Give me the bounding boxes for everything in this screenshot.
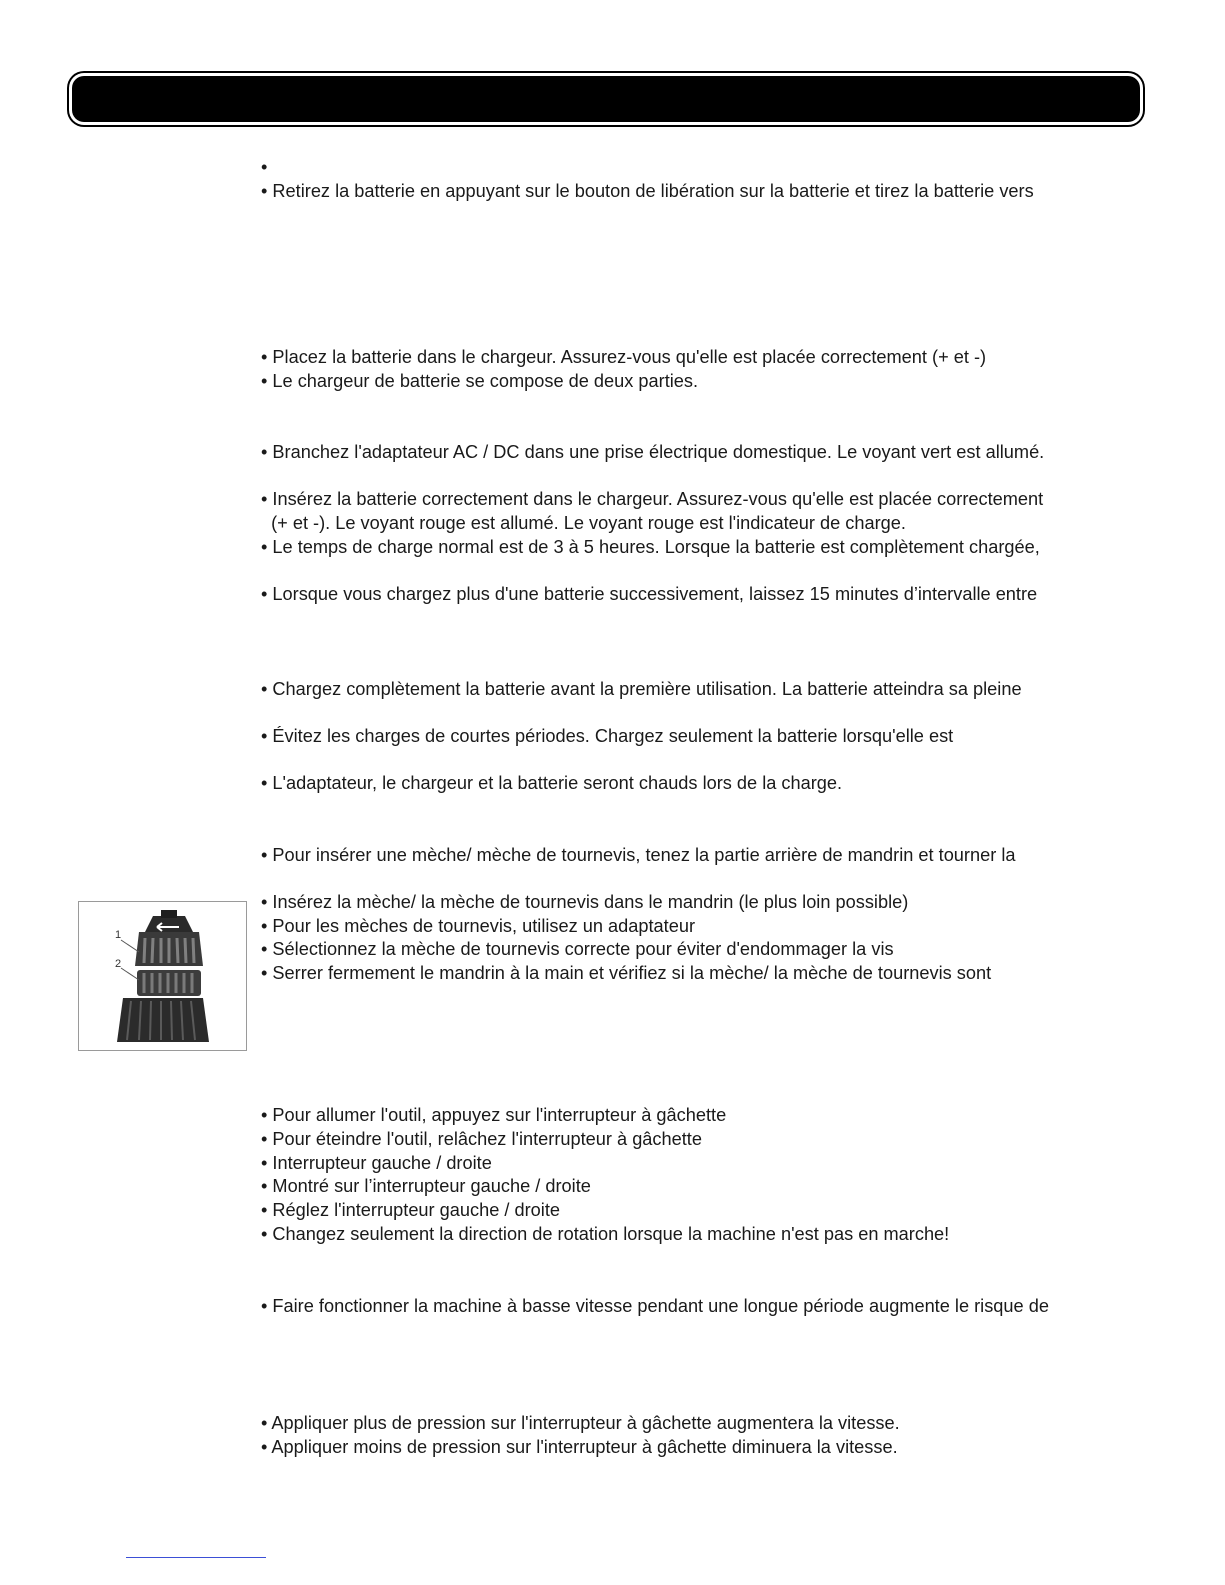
bullet-line: • Faire fonctionner la machine à basse vitesse pendant une longue période augmente le risque de <box>261 1296 1049 1316</box>
bullet-line: • Retirez la batterie en appuyant sur le bouton de libération sur la batterie et tirez la batterie vers <box>261 181 1034 201</box>
bullet-line: • Montré sur l’interrupteur gauche / droite <box>261 1176 591 1196</box>
bullet-line: • Pour éteindre l'outil, relâchez l'interrupteur à gâchette <box>261 1129 702 1149</box>
bullet-line: • Chargez complètement la batterie avant la première utilisation. La batterie atteindra sa pleine <box>261 679 1022 699</box>
bullet-line: (+ et -). Le voyant rouge est allumé. Le voyant rouge est l'indicateur de charge. <box>261 513 906 533</box>
figure-label-2: 2 <box>115 958 122 970</box>
bullet-line: • Serrer fermement le mandrin à la main et vérifiez si la mèche/ la mèche de tournevis sont <box>261 963 992 983</box>
bullet-line: • Évitez les charges de courtes périodes. Chargez seulement la batterie lorsqu'elle est <box>261 726 954 746</box>
bullet-line: • Placez la batterie dans le chargeur. Assurez-vous qu'elle est placée correctement (+ et -) <box>261 347 987 367</box>
bullet-line: • Pour insérer une mèche/ mèche de tournevis, tenez la partie arrière de mandrin et tourner la <box>261 845 1016 865</box>
figure-label-1: 1 <box>115 929 122 941</box>
bullet-line: • <box>261 157 268 177</box>
bullet-line: • Le chargeur de batterie se compose de deux parties. <box>261 371 699 391</box>
bullet-line: • Changez seulement la direction de rotation lorsque la machine n'est pas en marche! <box>261 1224 950 1244</box>
bullet-line: • Sélectionnez la mèche de tournevis correcte pour éviter d'endommager la vis <box>261 939 894 959</box>
chuck-illustration <box>78 901 247 1051</box>
bullet-line: • Pour les mèches de tournevis, utilisez un adaptateur <box>261 916 696 936</box>
bullet-line: • Lorsque vous chargez plus d'une batterie successivement, laissez 15 minutes d’intervalle entre <box>261 584 1038 604</box>
bullet-line: • Pour allumer l'outil, appuyez sur l'interrupteur à gâchette <box>261 1105 727 1125</box>
drill-chuck-icon <box>79 902 248 1052</box>
footer-underline <box>126 1557 266 1558</box>
bullet-line: • Réglez l'interrupteur gauche / droite <box>261 1200 560 1220</box>
bullet-line: • Insérez la batterie correctement dans le chargeur. Assurez-vous qu'elle est placée correctement <box>261 489 1044 509</box>
bullet-line: • Interrupteur gauche / droite <box>261 1153 492 1173</box>
bullet-line: • Appliquer moins de pression sur l'interrupteur à gâchette diminuera la vitesse. <box>261 1437 898 1457</box>
bullet-line: • Appliquer plus de pression sur l'interrupteur à gâchette augmentera la vitesse. <box>261 1413 900 1433</box>
bullet-line: • Le temps de charge normal est de 3 à 5 heures. Lorsque la batterie est complètement chargée, <box>261 537 1040 557</box>
bullet-line: • Insérez la mèche/ la mèche de tournevis dans le mandrin (le plus loin possible) <box>261 892 909 912</box>
section-header-bar <box>72 76 1140 122</box>
bullet-line: • L'adaptateur, le chargeur et la batterie seront chauds lors de la charge. <box>261 773 843 793</box>
bullet-line: • Branchez l'adaptateur AC / DC dans une prise électrique domestique. Le voyant vert est allumé. <box>261 442 1045 462</box>
